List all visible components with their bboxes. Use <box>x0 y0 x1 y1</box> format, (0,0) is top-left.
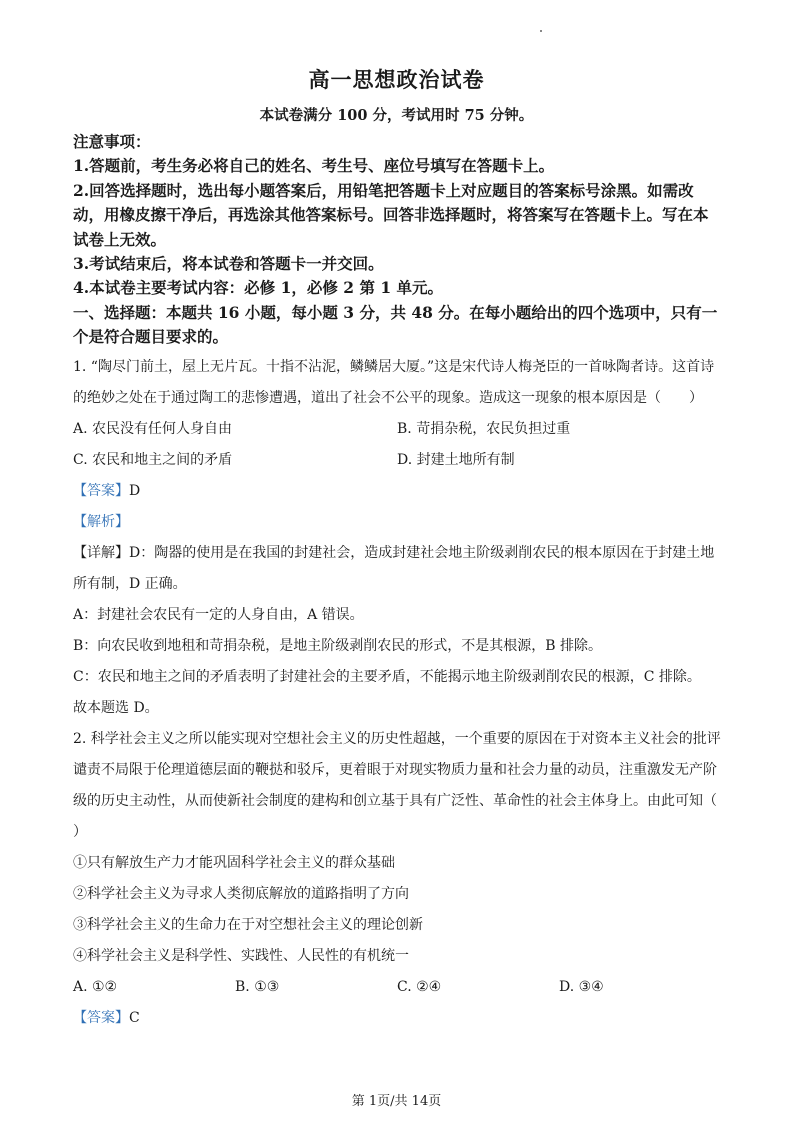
section-heading: 一、选择题：本题共 16 小题，每小题 3 分，共 48 分。在每小题给出的四个选项中，只有一个是符合题目要求的。 <box>73 302 718 347</box>
notice-item-3: 3.考试结束后，将本试卷和答题卡一并交回。 <box>73 254 384 274</box>
q1-option-c: C. 农民和地主之间的矛盾 <box>73 452 233 468</box>
q1-conclusion: 故本题选 D。 <box>73 700 159 716</box>
q2-option-c: C. ②④ <box>397 979 442 995</box>
q1-analysis-line-b: B：向农民收到地租和苛捐杂税，是地主阶级剥削农民的形式，不是其根源，B 排除。 <box>73 638 603 654</box>
q1-answer-value: D <box>129 483 141 499</box>
page-title: 高一思想政治试卷 <box>308 67 485 92</box>
exam-subtitle: 本试卷满分 100 分，考试用时 75 分钟。 <box>259 107 534 124</box>
page-number: 第 1页/共 14页 <box>351 1094 442 1109</box>
notice-item-1: 1.答题前，考生务必将自己的姓名、考生号、座位号填写在答题卡上。 <box>73 156 555 176</box>
q2-statement-1: ①只有解放生产力才能巩固科学社会主义的群众基础 <box>73 855 395 871</box>
q1-options-row-2 <box>73 445 723 476</box>
notice-heading: 注意事项： <box>73 132 151 151</box>
notice-item-4: 4.本试卷主要考试内容：必修 1，必修 2 第 1 单元。 <box>73 278 444 298</box>
answer-tag: 【答案】 <box>73 1010 129 1026</box>
q1-option-a: A. 农民没有任何人身自由 <box>73 421 233 437</box>
q1-stem: 1. “陶尽门前土，屋上无片瓦。十指不沾泥，鳞鳞居大厦。”这是宋代诗人梅尧臣的一首咏陶者诗。这首诗的绝妙之处在于通过陶工的悲惨遭遇，道出了社会不公平的现象。造成这一现象的根本原因是（ ） <box>73 359 715 406</box>
q2-stem: 2. 科学社会主义之所以能实现对空想社会主义的历史性超越，一个重要的原因在于对资本主义社会的批评谴责不局限于伦理道德层面的鞭挞和驳斥，更着眼于对现实物质力量和社会力量的动员，注重激发无产阶级的历史主动性，从而使新社会制度的建构和创立基于具有广泛性、革命性的社会主体身上。由此可知（ ） <box>73 731 721 840</box>
q2-options-row <box>73 972 723 1003</box>
analysis-tag: 【解析】 <box>73 514 129 530</box>
q1-detail-text: D：陶器的使用是在我国的封建社会，造成封建社会地主阶级剥削农民的根本原因在于封建土地所有制，D 正确。 <box>73 545 715 592</box>
q2-statement-2: ②科学社会主义为寻求人类彻底解放的道路指明了方向 <box>73 886 409 902</box>
q1-option-b: B. 苛捐杂税，农民负担过重 <box>397 421 571 437</box>
q2-answer-value: C <box>129 1010 140 1026</box>
question-body <box>73 352 723 1034</box>
scan-speck <box>540 30 542 32</box>
q1-option-d: D. 封建土地所有制 <box>397 452 515 468</box>
q2-option-b: B. ①③ <box>235 979 280 995</box>
q1-options-row-1 <box>73 414 723 445</box>
q1-analysis-line-a: A：封建社会农民有一定的人身自由，A 错误。 <box>73 607 364 623</box>
q2-option-a: A. ①② <box>73 979 118 995</box>
answer-tag: 【答案】 <box>73 483 129 499</box>
q1-answer <box>73 476 723 507</box>
notice-block <box>73 130 723 350</box>
q2-statement-3: ③科学社会主义的生命力在于对空想社会主义的理论创新 <box>73 917 423 933</box>
detail-tag: 【详解】 <box>73 545 129 561</box>
q1-analysis-line-c: C：农民和地主之间的矛盾表明了封建社会的主要矛盾，不能揭示地主阶级剥削农民的根源，C 排除。 <box>73 669 701 685</box>
q1-analysis <box>73 507 723 538</box>
q2-statement-4: ④科学社会主义是科学性、实践性、人民性的有机统一 <box>73 948 409 964</box>
q1-detail <box>73 538 723 600</box>
q2-option-d: D. ③④ <box>559 979 604 995</box>
notice-item-2: 2.回答选择题时，选出每小题答案后，用铅笔把答题卡上对应题目的答案标号涂黑。如需改动，用橡皮擦干净后，再选涂其他答案标号。回答非选择题时，将答案写在答题卡上。写在本试卷上无效。 <box>73 180 709 249</box>
q2-answer <box>73 1003 723 1034</box>
